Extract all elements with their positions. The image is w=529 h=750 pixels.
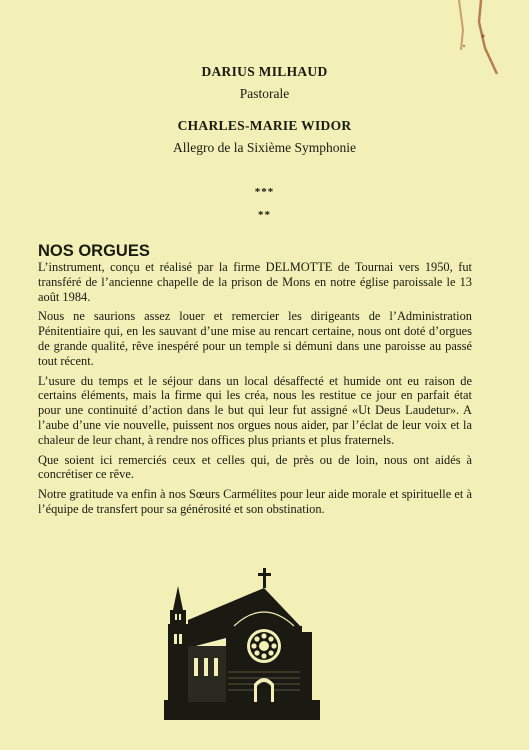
paragraph-restoration: L’usure du temps et le séjour dans un local désaffecté et humide ont eu raison de certains éléments, mais la firme qui les créa, nous les restitue ce jour en parfait état pour une continuité d’action dans le but qui leur fut assigné «Ut Deus Laudetur». A l’aube d’une vie nouvelle, puissent nos orgues nous aider, par l’éclat de leur voix et la chaleur de leur chant, à rendre nos offices plus priants et plus fraternels.	[38, 373, 472, 447]
separator-stars-1: ***	[254, 186, 275, 198]
separator-stars-2: **	[258, 209, 271, 221]
work-pastorale: Pastorale	[239, 86, 290, 101]
paragraph-instrument: L’instrument, conçu et réalisé par la firme DELMOTTE de Tournai vers 1950, fut transféré de l’ancienne chapelle de la prison de Mons en notre église paroissale le 13 août 1984.	[38, 260, 472, 304]
composer-milhaud: DARIUS MILHAUD	[201, 64, 328, 79]
paragraph-gratitude: Notre gratitude va enfin à nos Sœurs Carmélites pour leur aide morale et spirituelle et à l’équipe de transfert pour sa générosité et son obstination.	[38, 487, 472, 516]
section-heading: NOS ORGUES	[38, 242, 150, 260]
paragraph-thanks-administration: Nous ne saurions assez louer et remercier les dirigeants de l’Administration Pénitentiaire qui, en les sauvant d’une mise au rencart certaine, nous ont doté d’orgues de grande qualité, rêve inespéré pour un temple si démuni dans une paroisse au passé tout récent.	[38, 309, 472, 368]
church-drawing-icon	[164, 568, 320, 720]
work-allegro: Allegro de la Sixième Symphonie	[173, 140, 356, 155]
article-body	[38, 260, 472, 522]
paragraph-thanks-helpers: Que soient ici remerciés ceux et celles qui, de près ou de loin, nous ont aidés à concrétiser ce rêve.	[38, 452, 472, 482]
composer-widor: CHARLES-MARIE WIDOR	[177, 118, 352, 133]
